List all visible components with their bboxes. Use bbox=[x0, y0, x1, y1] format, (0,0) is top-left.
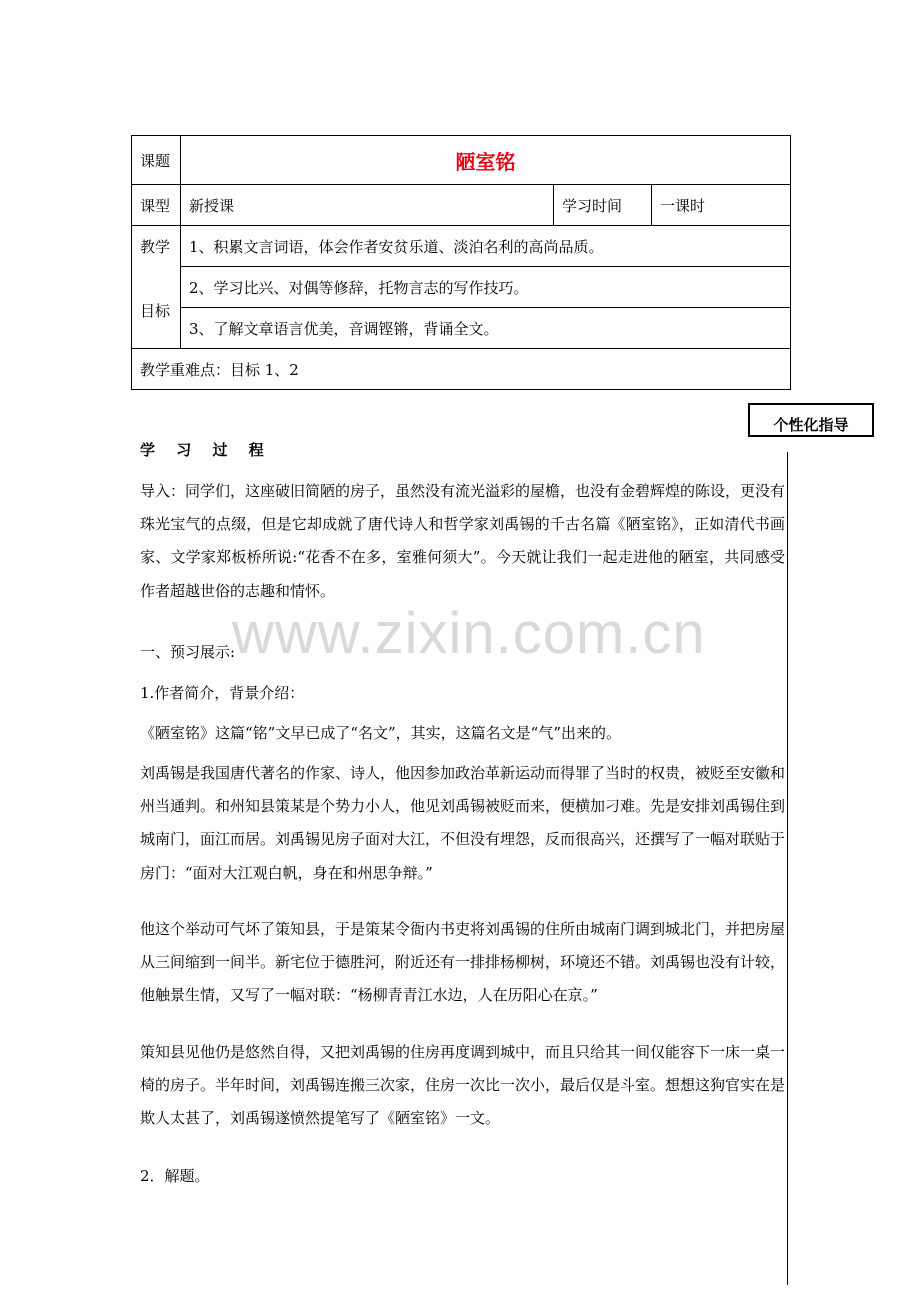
story-paragraph-2 bbox=[140, 913, 785, 1013]
lesson-title: 陋室铭 bbox=[181, 136, 791, 185]
paragraph: 他这个举动可气坏了策知县，于是策某令衙内书吏将刘禹锡的住所由城南门调到城北门，并把房屋从三间缩到一间半。新宅位于德胜河，附近还有一排排杨柳树，环境还不错。刘禹锡也没有计较，他触景生情，又写了一幅对联：“杨柳青青江水边，人在历阳心在京。” bbox=[140, 920, 786, 1005]
paragraph: 1.作者简介，背景介绍： bbox=[140, 684, 305, 702]
title-explanation-heading bbox=[140, 1160, 785, 1193]
lesson-info-table bbox=[131, 135, 791, 390]
story-paragraph-1 bbox=[140, 757, 785, 890]
intro-paragraph bbox=[140, 475, 785, 608]
goals-label bbox=[132, 226, 181, 349]
guide-column-divider bbox=[787, 452, 788, 1285]
background-paragraph bbox=[140, 717, 785, 750]
goals-label-line-2: 目标 bbox=[140, 302, 171, 320]
time-label: 学习时间 bbox=[554, 185, 652, 226]
paragraph: 2．解题。 bbox=[140, 1167, 210, 1185]
goal-item: 3、了解文章语言优美，音调铿锵，背诵全文。 bbox=[181, 308, 791, 349]
paragraph: 导入：同学们，这座破旧简陋的房子，虽然没有流光溢彩的屋檐，也没有金碧辉煌的陈设，更没有珠光宝气的点缀，但是它却成就了唐代诗人和哲学家刘禹锡的千古名篇《陋室铭》，正如清代书画家、文学家郑板桥所说:“花香不在多，室雅何须大”。今天就让我们一起走进他的陋室，共同感受作者超越世俗的志趣和情怀。 bbox=[140, 482, 786, 600]
guide-label: 个性化指导 bbox=[773, 416, 849, 434]
guide-box bbox=[748, 403, 874, 437]
watermark: www.zixin.com.cn bbox=[232, 601, 706, 666]
process-title: 学 习 过 程 bbox=[140, 441, 272, 459]
paragraph: 策知县见他仍是悠然自得，又把刘禹锡的住房再度调到城中，而且只给其一间仅能容下一床一桌一椅的房子。半年时间，刘禹锡连搬三次家，住房一次比一次小，最后仅是斗室。想想这狗官实在是欺人太甚了，刘禹锡遂愤然提笔写了《陋室铭》一文。 bbox=[140, 1043, 786, 1128]
type-label: 课型 bbox=[132, 185, 181, 226]
time-value: 一课时 bbox=[652, 185, 791, 226]
paragraph: 《陋室铭》这篇“铭”文早已成了“名文”，其实，这篇名文是“气”出来的。 bbox=[140, 724, 622, 742]
type-value: 新授课 bbox=[181, 185, 554, 226]
paragraph: 一、预习展示: bbox=[140, 643, 236, 661]
story-paragraph-3 bbox=[140, 1036, 785, 1136]
goals-label-line-1: 教学 bbox=[140, 238, 171, 256]
goal-item: 1、积累文言词语，体会作者安贫乐道、淡泊名利的高尚品质。 bbox=[181, 226, 791, 267]
preview-heading bbox=[140, 636, 785, 669]
paragraph: 刘禹锡是我国唐代著名的作家、诗人，他因参加政治革新运动而得罪了当时的权贵，被贬至安徽和州当通判。和州知县策某是个势力小人，他见刘禹锡被贬而来，便横加刁难。先是安排刘禹锡住到城南门，面江而居。刘禹锡见房子面对大江，不但没有埋怨，反而很高兴，还撰写了一幅对联贴于房门：“面对大江观白帆，身在和州思争辩。” bbox=[140, 764, 786, 882]
author-heading bbox=[140, 677, 785, 710]
key-points: 教学重难点：目标 1、2 bbox=[132, 349, 791, 390]
goal-item: 2、学习比兴、对偶等修辞，托物言志的写作技巧。 bbox=[181, 267, 791, 308]
topic-label: 课题 bbox=[132, 136, 181, 185]
